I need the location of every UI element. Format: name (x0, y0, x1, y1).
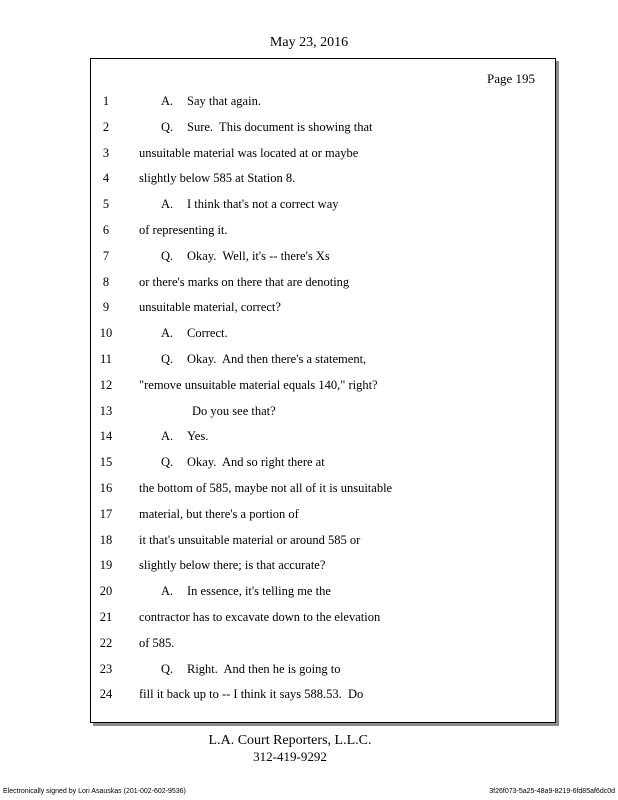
line-number: 24 (99, 687, 113, 702)
line-text: fill it back up to -- I think it says 588.53. Do (139, 687, 364, 702)
line-number: 14 (99, 429, 113, 444)
line-text: unsuitable material, correct? (139, 300, 281, 315)
line-text: slightly below there; is that accurate? (139, 558, 326, 573)
speaker-tag: A. (161, 94, 174, 108)
header-date: May 23, 2016 (269, 35, 349, 50)
line-text (161, 351, 366, 367)
line-text: slightly below 585 at Station 8. (139, 171, 296, 186)
line-number: 11 (99, 352, 113, 366)
line-text: contractor has to excavate down to the elevation (139, 610, 381, 624)
line-number: 23 (99, 661, 113, 676)
line-number: 10 (99, 326, 113, 341)
line-body: Okay. And so right there at (187, 455, 325, 470)
speaker-tag: Q. (161, 248, 174, 263)
line-text: Do you see that? (192, 403, 276, 418)
line-text: material, but there's a portion of (139, 506, 299, 521)
line-body: In essence, it's telling me the (187, 584, 331, 599)
line-text (161, 119, 373, 135)
line-body: Okay. And then there's a statement, (187, 352, 367, 366)
line-text (161, 196, 339, 212)
line-number: 20 (99, 584, 113, 599)
line-body: Right. And then he is going to (187, 661, 341, 676)
line-body: Okay. Well, it's -- there's Xs (187, 248, 330, 263)
document-id: 3f26f073-5a25-48a9-8219-6fd85af6dc0d (489, 788, 615, 795)
line-number: 7 (102, 248, 110, 263)
speaker-tag: A. (161, 197, 174, 212)
speaker-tag: Q. (161, 455, 174, 470)
line-text (161, 583, 331, 599)
footer-phone: 312-419-9292 (253, 749, 327, 764)
line-number: 4 (102, 171, 110, 186)
line-number: 2 (102, 119, 110, 134)
line-body: Say that again. (187, 94, 261, 108)
line-number: 6 (102, 223, 110, 237)
line-number: 12 (99, 377, 113, 392)
line-body: Correct. (187, 326, 228, 341)
line-text: of 585. (139, 635, 175, 650)
line-number: 15 (99, 455, 113, 470)
line-text (161, 428, 208, 444)
line-number: 8 (102, 274, 110, 289)
line-text: the bottom of 585, maybe not all of it is unsuitable (139, 481, 393, 495)
line-text: "remove unsuitable material equals 140," right? (139, 377, 378, 392)
speaker-tag: Q. (161, 119, 174, 134)
speaker-tag: A. (161, 326, 174, 341)
speaker-tag: Q. (161, 352, 174, 366)
line-number: 5 (102, 197, 110, 212)
line-number: 19 (99, 558, 113, 573)
electronic-signature: Electronically signed by Lori Asauskas (201-002-602-9536) (3, 788, 186, 795)
line-number: 18 (99, 532, 113, 547)
line-text: or there's marks on there that are denoting (139, 274, 350, 289)
page-number: Page 195 (486, 71, 535, 86)
line-text (161, 248, 330, 264)
line-text (161, 661, 340, 677)
line-text: unsuitable material was located at or maybe (139, 145, 359, 160)
line-text (161, 325, 228, 341)
line-number: 1 (102, 94, 110, 108)
line-number: 21 (99, 610, 113, 624)
line-text (161, 454, 325, 470)
line-text (161, 93, 261, 109)
speaker-tag: A. (161, 429, 174, 444)
line-text: of representing it. (139, 223, 228, 237)
line-number: 16 (99, 481, 113, 495)
footer-company: L.A. Court Reporters, L.L.C. (208, 733, 372, 748)
line-number: 9 (102, 300, 110, 315)
line-text: it that's unsuitable material or around 585 or (139, 532, 361, 547)
line-number: 3 (102, 145, 110, 160)
line-body: Sure. This document is showing that (187, 119, 373, 134)
speaker-tag: A. (161, 584, 174, 599)
line-body: Yes. (187, 429, 209, 444)
speaker-tag: Q. (161, 661, 174, 676)
line-number: 13 (99, 403, 113, 418)
line-number: 17 (99, 506, 113, 521)
line-body: I think that's not a correct way (187, 197, 339, 212)
line-number: 22 (99, 635, 113, 650)
